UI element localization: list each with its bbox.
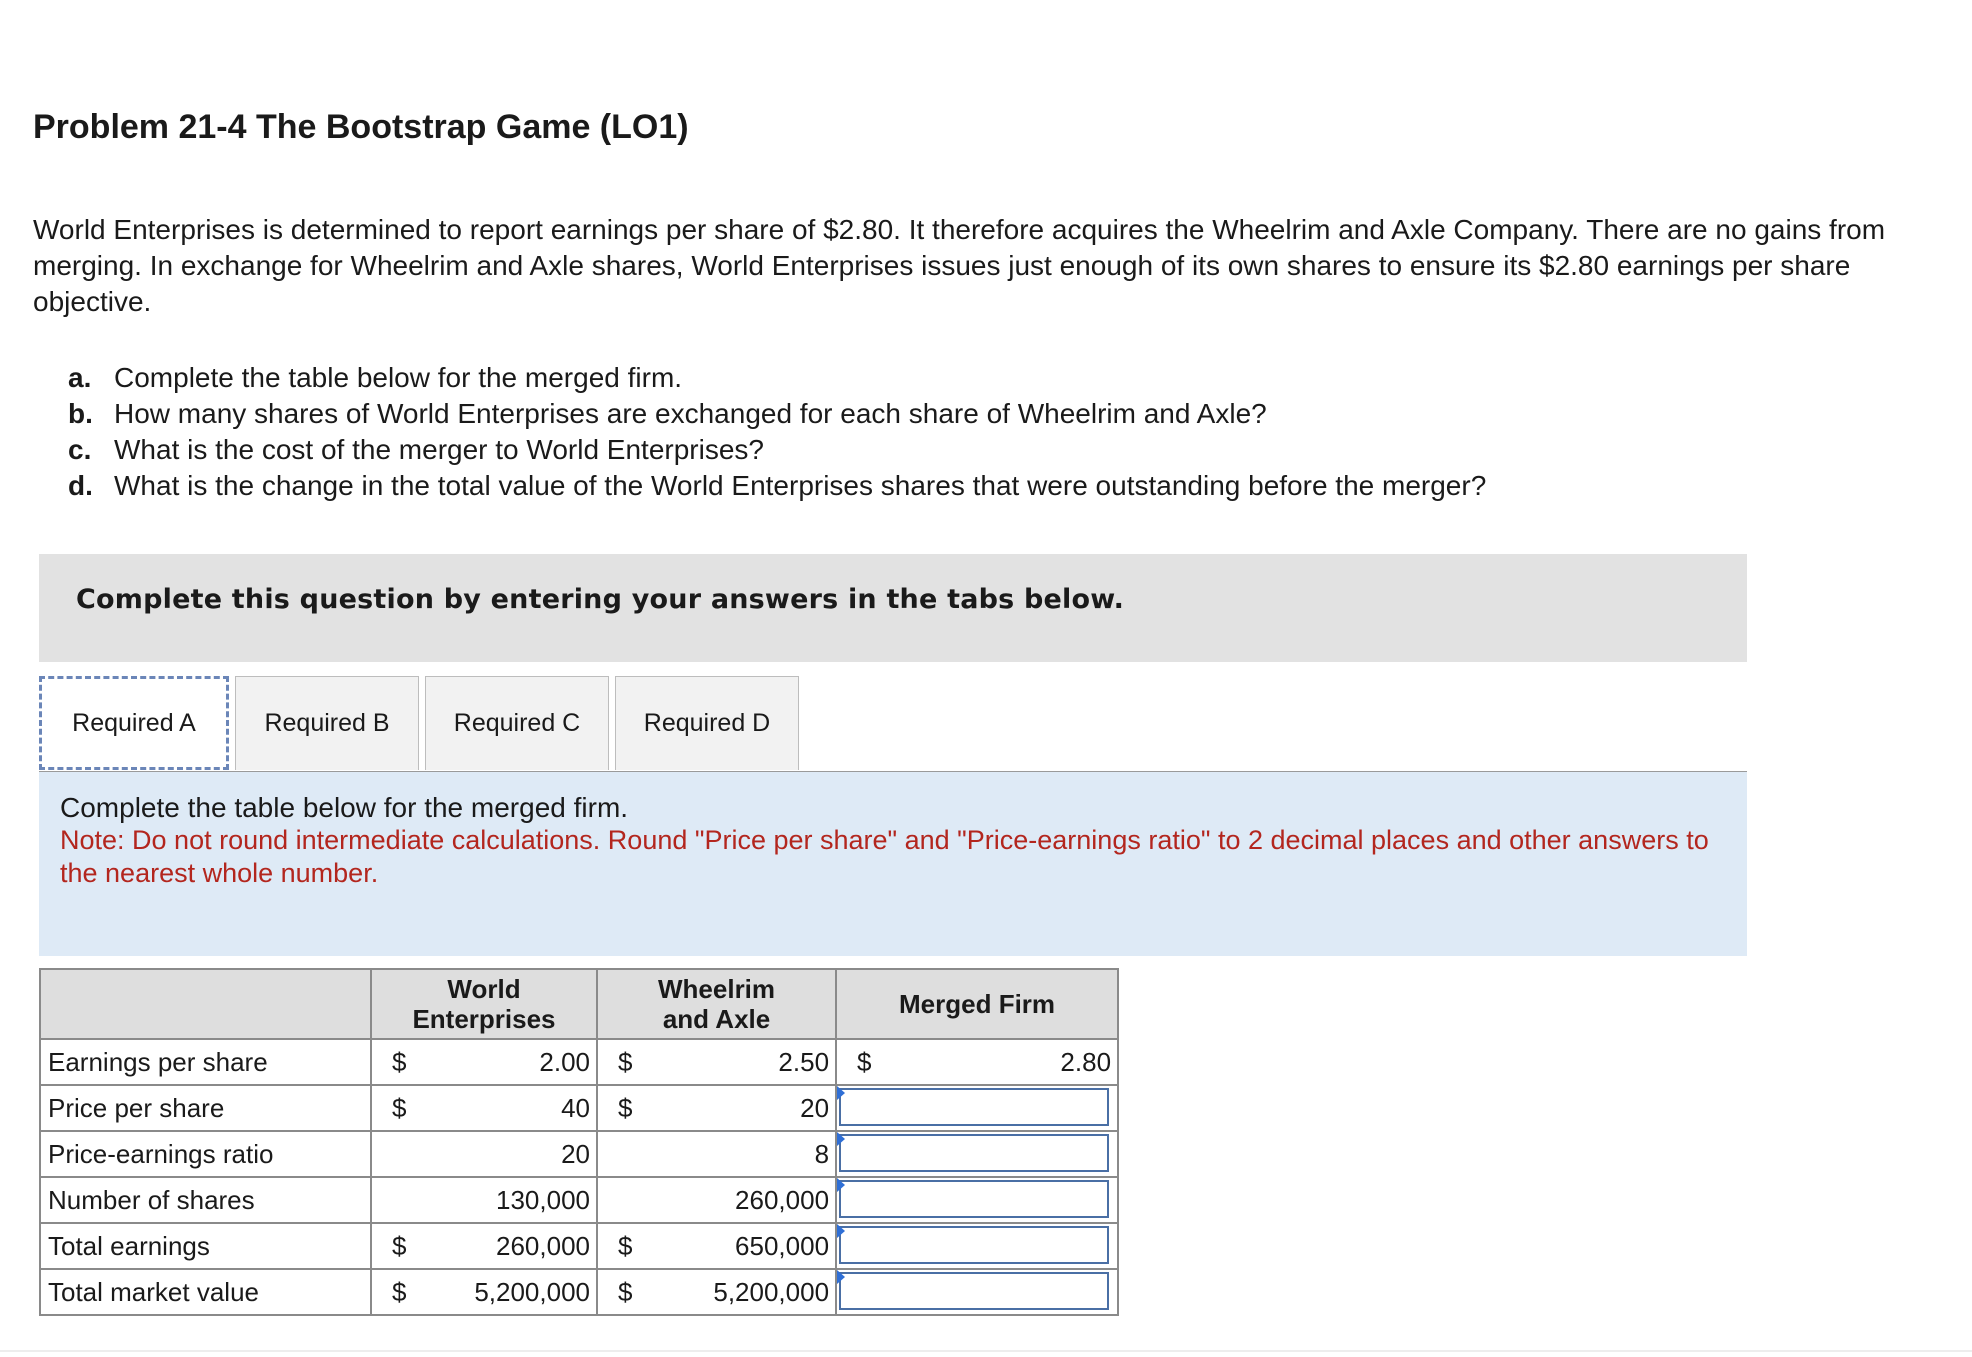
- question-letter: a.: [68, 362, 92, 393]
- merged-firm-answer-cell: [836, 1223, 1118, 1269]
- row-label: Price-earnings ratio: [40, 1131, 371, 1177]
- world-enterprises-cell: [371, 1177, 597, 1223]
- merged-firm-input[interactable]: [839, 1272, 1109, 1310]
- world-enterprises-cell: [371, 1223, 597, 1269]
- question-text: What is the cost of the merger to World Enterprises?: [114, 434, 764, 465]
- row-label: Price per share: [40, 1085, 371, 1131]
- wheelrim-axle-cell: [597, 1177, 836, 1223]
- bottom-divider: [0, 1350, 1972, 1352]
- merger-table: [39, 968, 1119, 1316]
- header-wheelrim-axle: Wheelrim and Axle: [597, 969, 836, 1039]
- instruction-panel: [39, 772, 1747, 956]
- currency-symbol: $: [392, 1092, 407, 1123]
- table-row: [40, 1085, 1118, 1131]
- question-item: [68, 432, 1486, 468]
- currency-symbol: $: [857, 1046, 872, 1077]
- question-text: Complete the table below for the merged firm.: [114, 362, 683, 393]
- currency-symbol: $: [392, 1046, 407, 1077]
- cell-value: 20: [800, 1092, 830, 1123]
- world-enterprises-cell: [371, 1039, 597, 1085]
- row-label: Earnings per share: [40, 1039, 371, 1085]
- cell-value: 8: [814, 1138, 830, 1169]
- world-enterprises-cell: [371, 1269, 597, 1315]
- tab-required-d[interactable]: [615, 676, 799, 770]
- cell-value: 5,200,000: [474, 1276, 590, 1307]
- cell-value: 40: [561, 1092, 590, 1123]
- problem-intro: World Enterprises is determined to report earnings per share of $2.80. It therefore acquires the Wheelrim and Axle Company. There are no gains from merging. In exchange for Wheelrim and Axle shares, World Enterprises issues just enough of its own shares to ensure its $2.80 earnings per share objective.: [33, 214, 1886, 317]
- question-letter: b.: [68, 398, 93, 429]
- question-list: [68, 360, 1486, 504]
- tab-required-b[interactable]: [235, 676, 419, 770]
- question-item: [68, 468, 1486, 504]
- merged-firm-answer-cell: [836, 1085, 1118, 1131]
- tab-label: Required A: [72, 708, 196, 737]
- row-label: Total earnings: [40, 1223, 371, 1269]
- cell-value: 2.50: [778, 1046, 830, 1077]
- tab-required-a[interactable]: [39, 676, 229, 770]
- tab-label: Required D: [643, 709, 771, 737]
- tab-label: Required B: [264, 709, 390, 737]
- header-world-enterprises: World Enterprises: [371, 969, 597, 1039]
- cell-value: 130,000: [496, 1184, 590, 1215]
- cell-value: 260,000: [496, 1230, 590, 1261]
- tab-label: Required C: [453, 709, 581, 737]
- question-text: How many shares of World Enterprises are exchanged for each share of Wheelrim and Axle?: [114, 398, 1267, 429]
- merged-firm-cell: [836, 1039, 1118, 1085]
- answer-flag-icon: [837, 1178, 845, 1192]
- tab-required-c[interactable]: [425, 676, 609, 770]
- row-label: Number of shares: [40, 1177, 371, 1223]
- wheelrim-axle-cell: [597, 1131, 836, 1177]
- cell-value: 20: [561, 1138, 590, 1169]
- table-row: [40, 1269, 1118, 1315]
- wheelrim-axle-cell: [597, 1039, 836, 1085]
- merged-firm-input[interactable]: [839, 1226, 1109, 1264]
- merged-firm-input[interactable]: [839, 1088, 1109, 1126]
- answer-flag-icon: [837, 1132, 845, 1146]
- world-enterprises-cell: [371, 1131, 597, 1177]
- cell-value: 650,000: [735, 1230, 830, 1261]
- world-enterprises-cell: [371, 1085, 597, 1131]
- cell-value: 5,200,000: [713, 1276, 830, 1307]
- table-row: [40, 1177, 1118, 1223]
- instruction-main: Complete the table below for the merged firm.: [60, 792, 629, 823]
- wheelrim-axle-cell: [597, 1269, 836, 1315]
- merged-firm-answer-cell: [836, 1131, 1118, 1177]
- answer-flag-icon: [837, 1224, 845, 1238]
- question-letter: c.: [68, 434, 92, 465]
- instruction-note: Note: Do not round intermediate calculations. Round "Price per share" and "Price-earnings ratio" to 2 decimal places and other answers to the nearest whole number.: [60, 825, 1709, 888]
- merged-firm-answer-cell: [836, 1269, 1118, 1315]
- question-item: [68, 396, 1486, 432]
- currency-symbol: $: [618, 1230, 633, 1261]
- tab-bar: [39, 676, 805, 772]
- wheelrim-axle-cell: [597, 1085, 836, 1131]
- header-merged-firm: Merged Firm: [836, 969, 1118, 1039]
- answer-flag-icon: [837, 1270, 845, 1284]
- row-label: Total market value: [40, 1269, 371, 1315]
- instructions-banner: [39, 554, 1747, 662]
- table-row: [40, 1223, 1118, 1269]
- merged-firm-answer-cell: [836, 1177, 1118, 1223]
- cell-value: 2.00: [539, 1046, 590, 1077]
- question-text: What is the change in the total value of the World Enterprises shares that were outstanding before the merger?: [114, 470, 1487, 501]
- table-header-row: [40, 969, 1118, 1039]
- banner-text: Complete this question by entering your answers in the tabs below.: [76, 584, 1125, 615]
- cell-value: 260,000: [735, 1184, 830, 1215]
- question-item: [68, 360, 1486, 396]
- merged-firm-input[interactable]: [839, 1134, 1109, 1172]
- currency-symbol: $: [618, 1276, 633, 1307]
- currency-symbol: $: [618, 1092, 633, 1123]
- table-row: [40, 1131, 1118, 1177]
- currency-symbol: $: [392, 1230, 407, 1261]
- cell-value: 2.80: [1060, 1046, 1112, 1077]
- answer-flag-icon: [837, 1086, 845, 1100]
- problem-title: Problem 21-4 The Bootstrap Game (LO1): [33, 108, 689, 146]
- currency-symbol: $: [392, 1276, 407, 1307]
- currency-symbol: $: [618, 1046, 633, 1077]
- header-blank: [40, 969, 371, 1039]
- wheelrim-axle-cell: [597, 1223, 836, 1269]
- merged-firm-input[interactable]: [839, 1180, 1109, 1218]
- question-letter: d.: [68, 470, 93, 501]
- table-row: [40, 1039, 1118, 1085]
